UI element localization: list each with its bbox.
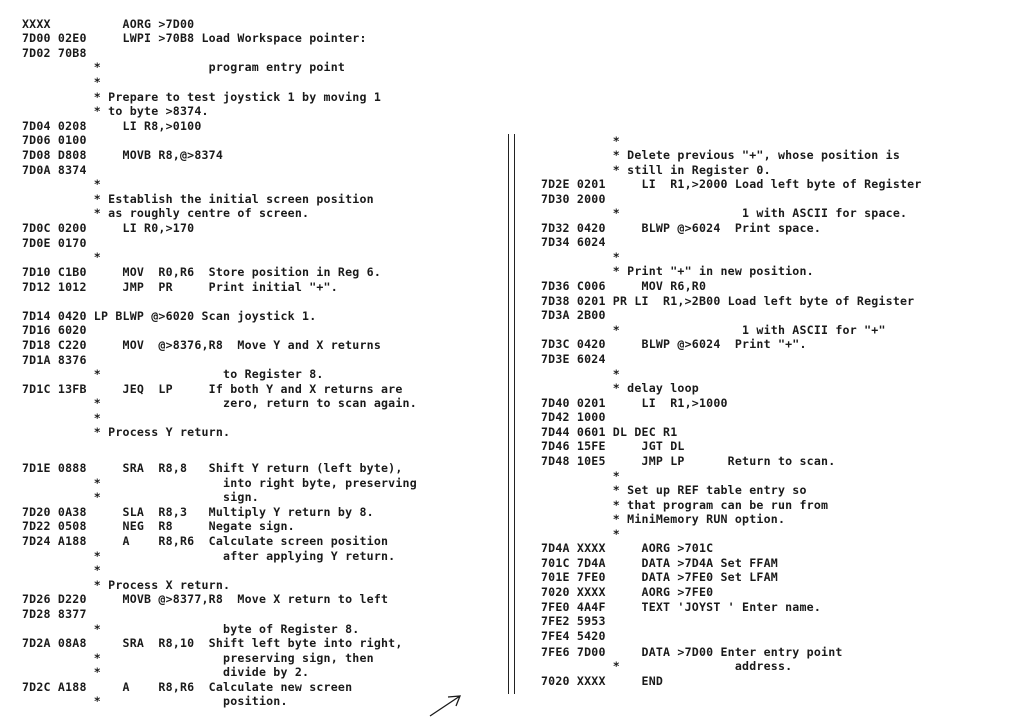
code-line: * byte of Register 8. [22, 622, 360, 636]
code-line: * zero, return to scan again. [22, 396, 417, 410]
code-line: 701E 7FE0 DATA >7FE0 Set LFAM [541, 570, 778, 584]
code-line: 7D44 0601 DL DEC R1 [541, 425, 678, 439]
hand-drawn-arrow-icon [428, 692, 464, 720]
code-line: 7D14 0420 LP BLWP @>6020 Scan joystick 1. [22, 309, 317, 323]
code-line: XXXX AORG >7D00 [22, 17, 195, 31]
code-line: 7D3A 2B00 [541, 308, 606, 322]
code-line: * Delete previous "+", whose position is [541, 148, 901, 162]
code-line: 7D1E 0888 SRA R8,8 Shift Y return (left byte), [22, 461, 403, 475]
code-line: * [541, 527, 620, 541]
code-line: 7D1A 8376 [22, 353, 87, 367]
code-line: 7D10 C1B0 MOV R0,R6 Store position in Reg 6. [22, 265, 382, 279]
code-line: 7D2A 08A8 SRA R8,10 Shift left byte into right, [22, 636, 403, 650]
code-line: 7D0E 0170 [22, 236, 87, 250]
code-line: 7D34 6024 [541, 235, 606, 249]
code-line: 7D16 6020 [22, 323, 87, 337]
code-line: * [22, 563, 101, 577]
code-line: 7D20 0A38 SLA R8,3 Multiply Y return by 8. [22, 505, 374, 519]
code-line: * [22, 411, 101, 425]
code-line: * Print "+" in new position. [541, 264, 814, 278]
code-line: * position. [22, 694, 288, 708]
code-line: * 1 with ASCII for space. [541, 206, 908, 220]
code-line: 7D24 A188 A R8,R6 Calculate screen position [22, 534, 389, 548]
code-line: 7D30 2000 [541, 192, 606, 206]
code-line: * sign. [22, 490, 259, 504]
code-line: 7D4A XXXX AORG >701C [541, 541, 714, 555]
code-line: * that program can be run from [541, 498, 829, 512]
code-line: * [22, 177, 101, 191]
code-line: * Process Y return. [22, 425, 231, 439]
code-line: * address. [541, 659, 793, 673]
code-line: * Set up REF table entry so [541, 483, 807, 497]
code-line: 7D32 0420 BLWP @>6024 Print space. [541, 221, 822, 235]
code-line: 7D04 0208 LI R8,>0100 [22, 119, 202, 133]
code-line: * [541, 367, 620, 381]
code-line: 7020 XXXX END [541, 674, 664, 688]
code-line: * Process X return. [22, 578, 231, 592]
code-line: * as roughly centre of screen. [22, 206, 310, 220]
code-line: 7FE4 5420 [541, 629, 606, 643]
code-line: * [541, 134, 620, 148]
code-line: 7D00 02E0 LWPI >70B8 Load Workspace pointer: [22, 31, 367, 45]
column-divider-line [508, 134, 509, 694]
code-line: 7D02 70B8 [22, 46, 87, 60]
code-line: * to Register 8. [22, 367, 324, 381]
code-line: 7D2E 0201 LI R1,>2000 Load left byte of Register [541, 177, 922, 191]
code-line: 7D3E 6024 [541, 352, 606, 366]
code-line: * after applying Y return. [22, 549, 396, 563]
code-line: * [22, 250, 101, 264]
code-line: * program entry point [22, 60, 346, 74]
code-line: 7D0A 8374 [22, 163, 87, 177]
code-line: * into right byte, preserving [22, 476, 417, 490]
code-line: 7FE6 7D00 DATA >7D00 Enter entry point [541, 645, 843, 659]
code-line: 7D38 0201 PR LI R1,>2B00 Load left byte of Register [541, 294, 915, 308]
code-line: * [541, 250, 620, 264]
code-line: * preserving sign, then [22, 651, 374, 665]
code-line: 7D22 0508 NEG R8 Negate sign. [22, 519, 295, 533]
code-line: 7D18 C220 MOV @>8376,R8 Move Y and X returns [22, 338, 382, 352]
code-line: 7FE2 5953 [541, 614, 606, 628]
code-line: * [541, 469, 620, 483]
code-line: 7D40 0201 LI R1,>1000 [541, 396, 728, 410]
code-line: * MiniMemory RUN option. [541, 512, 786, 526]
code-line: 7FE0 4A4F TEXT 'JOYST ' Enter name. [541, 600, 822, 614]
code-line: 7020 XXXX AORG >7FE0 [541, 585, 714, 599]
code-line: * to byte >8374. [22, 104, 209, 118]
code-line: 7D28 8377 [22, 607, 87, 621]
code-line: 7D26 D220 MOVB @>8377,R8 Move X return to left [22, 592, 389, 606]
code-line: 7D06 0100 [22, 133, 87, 147]
code-line: 7D1C 13FB JEQ LP If both Y and X returns are [22, 382, 403, 396]
code-line: * Prepare to test joystick 1 by moving 1 [22, 90, 382, 104]
code-line: 701C 7D4A DATA >7D4A Set FFAM [541, 556, 778, 570]
code-line: 7D0C 0200 LI R0,>170 [22, 221, 195, 235]
code-line: 7D46 15FE JGT DL [541, 439, 685, 453]
code-line: 7D48 10E5 JMP LP Return to scan. [541, 454, 836, 468]
code-line: 7D12 1012 JMP PR Print initial "+". [22, 280, 338, 294]
code-line: * Establish the initial screen position [22, 192, 374, 206]
code-line: * divide by 2. [22, 665, 310, 679]
code-line: 7D08 D808 MOVB R8,@>8374 [22, 148, 224, 162]
code-line: * still in Register 0. [541, 163, 771, 177]
code-line: 7D3C 0420 BLWP @>6024 Print "+". [541, 337, 807, 351]
code-line: 7D2C A188 A R8,R6 Calculate new screen [22, 680, 353, 694]
code-line: * delay loop [541, 381, 699, 395]
code-line: * 1 with ASCII for "+" [541, 323, 886, 337]
code-line: 7D36 C006 MOV R6,R0 [541, 279, 707, 293]
code-line: * [22, 75, 101, 89]
code-line: 7D42 1000 [541, 410, 606, 424]
column-divider-line [514, 134, 515, 694]
